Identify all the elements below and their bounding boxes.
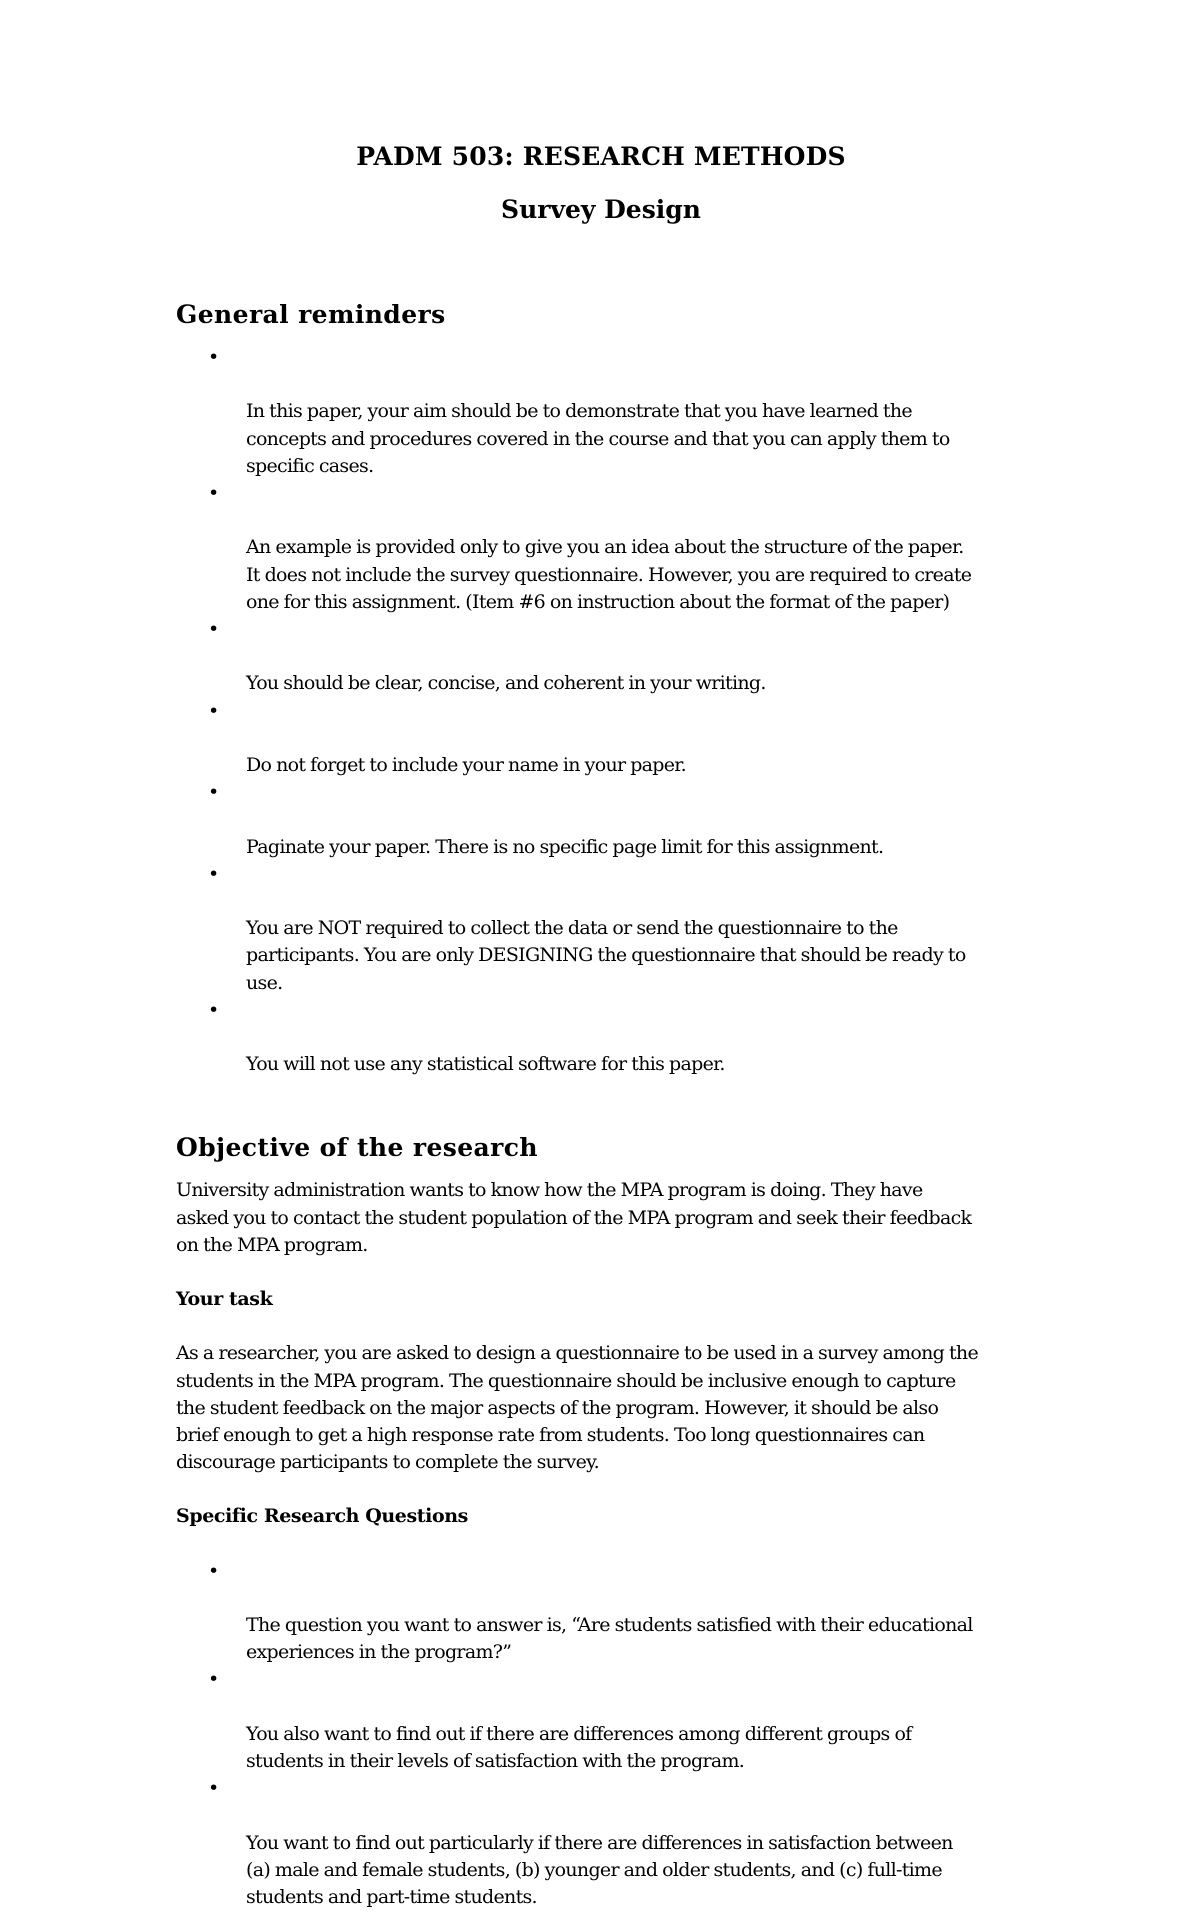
bullet-icon: • <box>208 482 219 505</box>
list-item-text: You should be clear, concise, and coherent in your writing. <box>246 672 766 695</box>
your-task-paragraph: As a researcher, you are asked to design a questionnaire to be used in a survey among the students in the MPA program. The questionnaire should be inclusive enough to capture the student feedback on the major aspects of the program. However, it should be also brief enough to get a high response rate from students. Too long questionnaires can discourage participants to complete the survey. <box>176 1342 979 1474</box>
list-item-text: Do not forget to include your name in your paper. <box>246 754 686 777</box>
bullet-icon: • <box>208 998 219 1021</box>
spacer <box>176 1078 1026 1131</box>
list-item <box>176 480 1026 616</box>
list-item-text: An example is provided only to give you an idea about the structure of the paper. It does not include the survey questionnaire. However, you are required to create one for this assignment. (Item #6 on instruction about the format of the paper) <box>246 536 972 613</box>
list-item-text: Paginate your paper. There is no specific page limit for this assignment. <box>246 835 884 858</box>
spacer <box>176 1259 1026 1286</box>
objective-heading: Objective of the research <box>176 1133 538 1163</box>
spacer <box>176 1531 1026 1558</box>
general-reminders-heading: General reminders <box>176 300 446 329</box>
list-item-text: You are NOT required to collect the data or send the questionnaire to the participants. You are only DESIGNING the questionnaire that should be ready to use. <box>246 917 966 994</box>
list-item <box>176 861 1026 997</box>
list-item <box>176 344 1026 480</box>
bullet-icon: • <box>208 781 219 804</box>
list-item <box>176 779 1026 861</box>
list-item-text: You also want to find out if there are differences among different groups of students in their levels of satisfaction with the program. <box>246 1722 912 1772</box>
research-questions-list <box>176 1558 1026 1911</box>
list-item <box>176 1666 1026 1775</box>
list-item-text: You will not use any statistical software for this paper. <box>246 1053 725 1076</box>
list-item <box>176 1558 1026 1667</box>
bullet-icon: • <box>208 699 219 722</box>
list-item <box>176 616 1026 698</box>
list-item <box>176 997 1026 1079</box>
list-item-text: You want to find out particularly if there are differences in satisfaction between (a) male and female students, (b) younger and older students, and (c) full-time students and part-time students. <box>246 1831 953 1908</box>
list-item-text: In this paper, your aim should be to demonstrate that you have learned the concepts and procedures covered in the course and that you can apply them to specific cases. <box>246 400 950 477</box>
research-questions-heading: Specific Research Questions <box>176 1505 468 1528</box>
document-subtitle: Survey Design <box>501 195 701 224</box>
your-task-heading: Your task <box>176 1288 273 1311</box>
bullet-icon: • <box>208 862 219 885</box>
general-reminders-list <box>176 344 1026 1078</box>
bullet-icon: • <box>208 1777 219 1800</box>
spacer <box>176 1313 1026 1340</box>
document-title: PADM 503: RESEARCH METHODS <box>356 142 846 171</box>
list-item <box>176 698 1026 780</box>
bullet-icon: • <box>208 1559 219 1582</box>
spacer <box>176 1476 1026 1503</box>
bullet-icon: • <box>208 1668 219 1691</box>
bullet-icon: • <box>208 618 219 641</box>
list-item <box>176 1775 1026 1911</box>
objective-paragraph: University administration wants to know how the MPA program is doing. They have asked you to contact the student population of the MPA program and seek their feedback on the MPA program. <box>176 1179 972 1256</box>
list-item-text: The question you want to answer is, “Are students satisfied with their educational experiences in the program?” <box>246 1613 973 1664</box>
bullet-icon: • <box>208 346 219 368</box>
document-page <box>176 140 1026 1911</box>
